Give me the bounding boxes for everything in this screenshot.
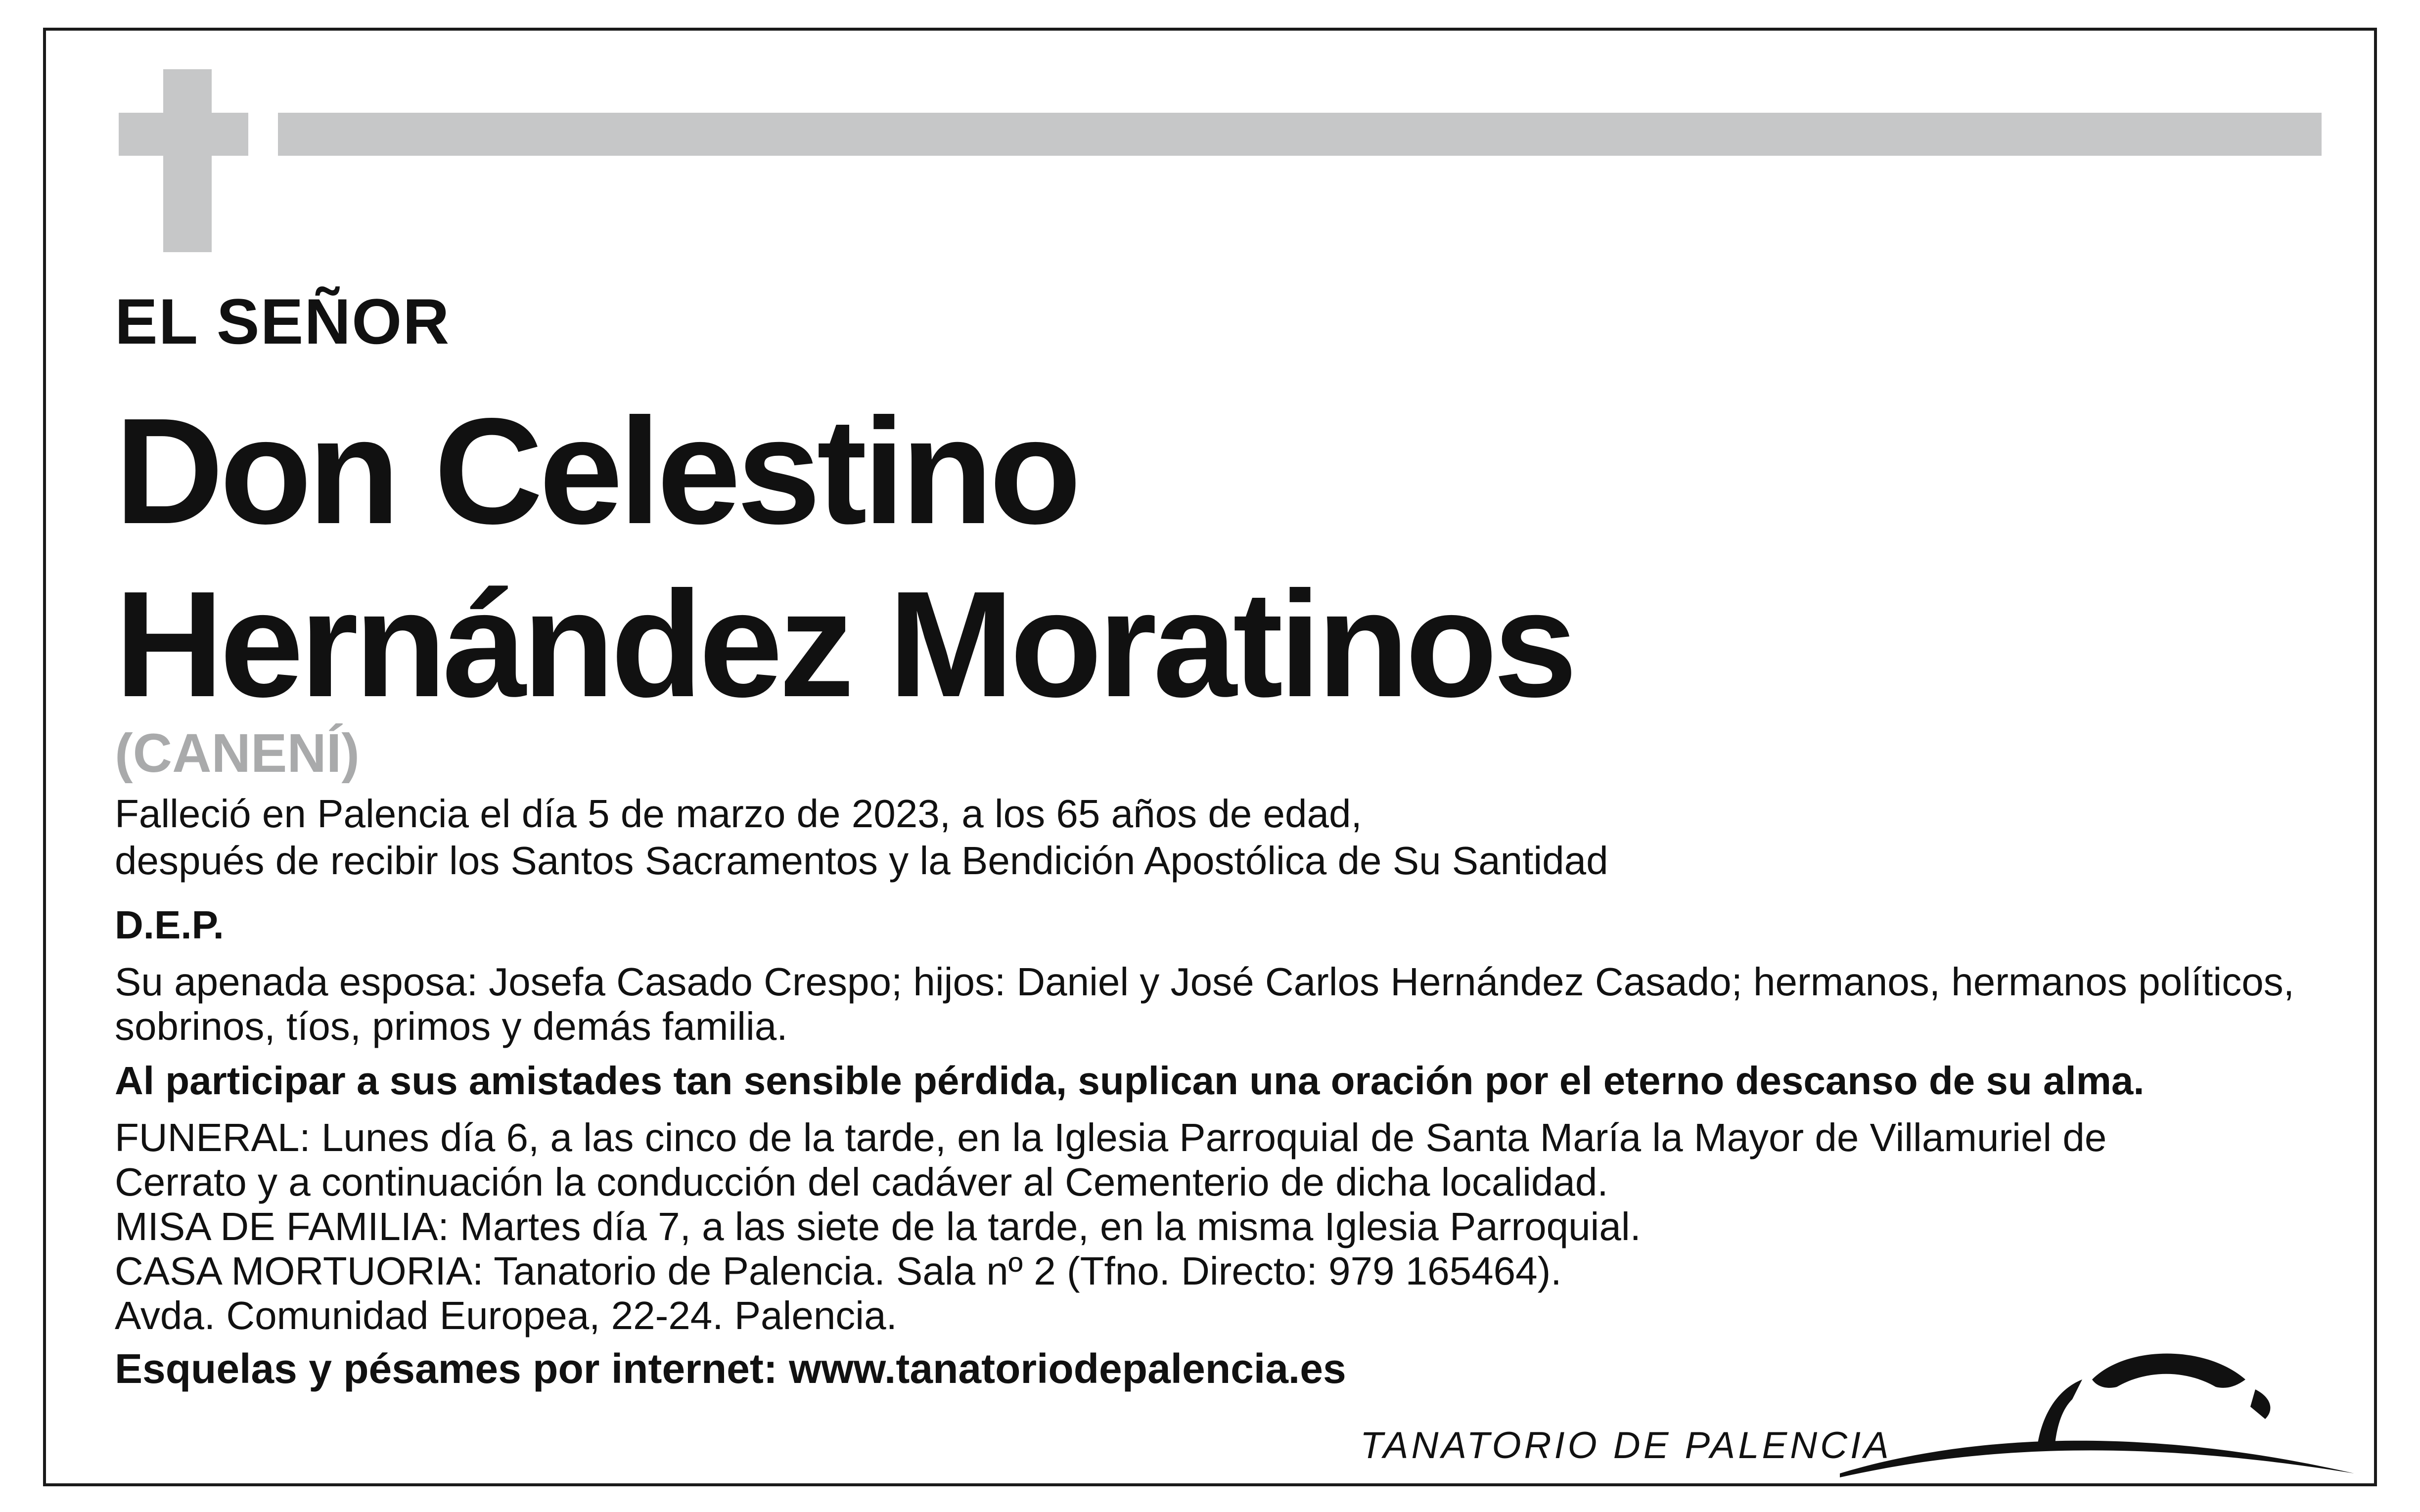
cross-icon-horizontal [119, 113, 248, 156]
internet-link[interactable]: Esquelas y pésames por internet: www.tanatoriodepalencia.es [115, 1345, 1346, 1392]
header-bar [278, 113, 2322, 156]
deceased-name-line-1: Don Celestino [115, 387, 1078, 555]
address: Avda. Comunidad Europea, 22-24. Palencia. [115, 1293, 897, 1337]
cross-icon-vertical [163, 69, 212, 252]
logo-dome-left [2038, 1379, 2082, 1444]
funeral-line-1: FUNERAL: Lunes día 6, a las cinco de la tarde, en la Iglesia Parroquial de Santa María la Mayor de Villamuriel de [115, 1115, 2107, 1159]
nickname: (CANENÍ) [115, 723, 360, 784]
family-line-1: Su apenada esposa: Josefa Casado Crespo; hijos: Daniel y José Carlos Hernández Casado; hermanos, hermanos políticos, [115, 960, 2294, 1004]
family-mass: MISA DE FAMILIA: Martes día 7, a las siete de la tarde, en la misma Iglesia Parroquial. [115, 1204, 1641, 1248]
logo-horizon [1840, 1441, 2354, 1477]
death-notice-line-1: Falleció en Palencia el día 5 de marzo de 2023, a los 65 años de edad, [115, 792, 1362, 836]
deceased-name-line-2: Hernández Moratinos [115, 560, 1574, 728]
title-prefix: EL SEÑOR [115, 285, 451, 357]
dep-label: D.E.P. [115, 903, 224, 947]
tanatorio-logo-text: TANATORIO DE PALENCIA [1360, 1424, 1892, 1467]
family-line-2: sobrinos, tíos, primos y demás familia. [115, 1004, 788, 1048]
logo-dome-right [2250, 1389, 2270, 1419]
tanatorio-logo-icon [1830, 1315, 2364, 1483]
funeral-line-2: Cerrato y a continuación la conducción del cadáver al Cementerio de dicha localidad. [115, 1160, 1608, 1204]
death-notice-line-2: después de recibir los Santos Sacramentos y la Bendición Apostólica de Su Santidad [115, 839, 1608, 883]
funeral-home: CASA MORTUORIA: Tanatorio de Palencia. Sala nº 2 (Tfno. Directo: 979 165464). [115, 1249, 1562, 1293]
logo-dome-arc [2092, 1354, 2245, 1388]
prayer-request: Al participar a sus amistades tan sensible pérdida, suplican una oración por el eterno descanso de su alma. [115, 1059, 2145, 1103]
